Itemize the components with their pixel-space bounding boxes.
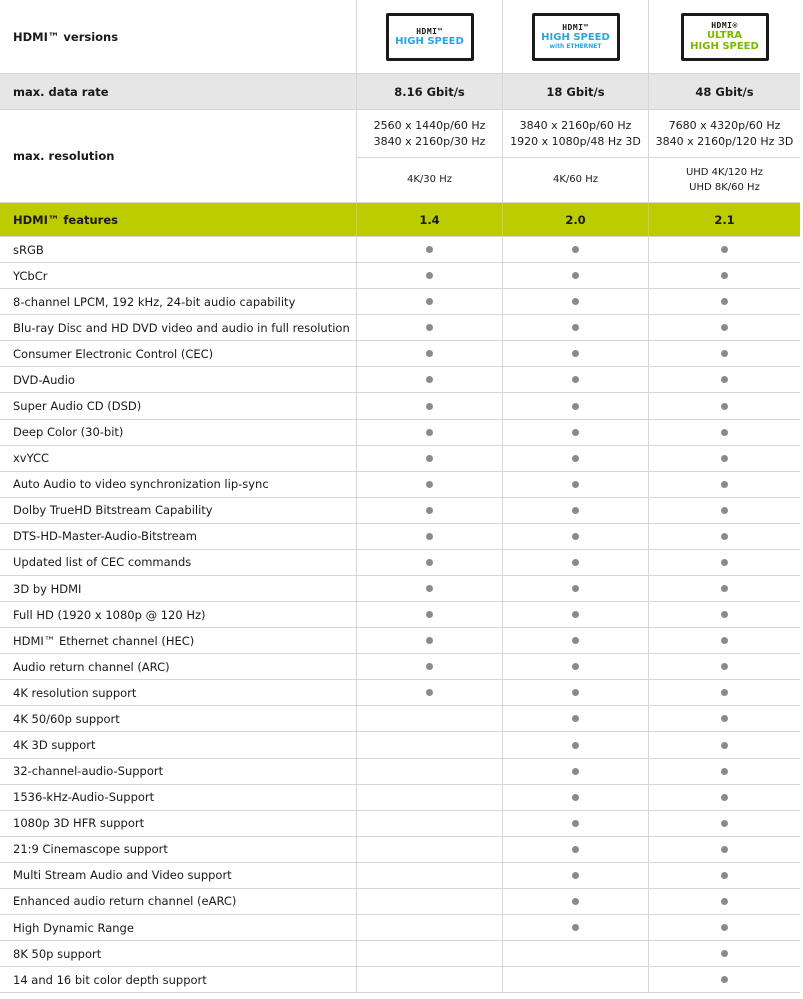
support-cell	[356, 785, 502, 810]
feature-row	[0, 863, 800, 889]
support-cell	[502, 446, 648, 471]
supported-dot-icon	[426, 663, 433, 670]
support-cell	[502, 341, 648, 366]
feature-list	[0, 237, 800, 993]
support-cell	[502, 967, 648, 992]
supported-dot-icon	[721, 768, 728, 775]
support-cell	[648, 550, 800, 575]
support-cell	[356, 472, 502, 497]
logo-cell-1	[356, 0, 502, 73]
support-cell	[502, 550, 648, 575]
support-cell	[356, 237, 502, 262]
support-cell	[648, 706, 800, 731]
support-cell	[356, 863, 502, 888]
supported-dot-icon	[426, 403, 433, 410]
data-rate-value: 48 Gbit/s	[648, 74, 800, 109]
support-cell	[356, 393, 502, 418]
support-cell	[502, 472, 648, 497]
support-cell	[648, 420, 800, 445]
support-cell	[356, 602, 502, 627]
feature-name: Full HD (1920 x 1080p @ 120 Hz)	[13, 607, 206, 622]
versions-label: HDMI™ versions	[13, 29, 119, 44]
feature-row	[0, 837, 800, 863]
support-cell	[502, 941, 648, 966]
supported-dot-icon	[572, 585, 579, 592]
support-cell	[648, 811, 800, 836]
resolution-label: max. resolution	[13, 149, 115, 163]
support-cell	[502, 889, 648, 914]
data-rate-value: 8.16 Gbit/s	[356, 74, 502, 109]
feature-name: Consumer Electronic Control (CEC)	[13, 346, 214, 361]
support-cell	[356, 732, 502, 757]
supported-dot-icon	[721, 455, 728, 462]
supported-dot-icon	[721, 533, 728, 540]
supported-dot-icon	[721, 559, 728, 566]
feature-row	[0, 446, 800, 472]
resolution-bottom-cell: 4K/30 Hz	[356, 158, 502, 202]
support-cell	[502, 315, 648, 340]
support-cell	[502, 915, 648, 940]
feature-row	[0, 550, 800, 576]
supported-dot-icon	[721, 611, 728, 618]
support-cell	[648, 524, 800, 549]
support-cell	[502, 602, 648, 627]
feature-name: 32-channel-audio-Support	[13, 764, 164, 779]
support-cell	[502, 732, 648, 757]
supported-dot-icon	[721, 898, 728, 905]
feature-name: 1080p 3D HFR support	[13, 816, 145, 831]
supported-dot-icon	[426, 481, 433, 488]
supported-dot-icon	[572, 350, 579, 357]
feature-row	[0, 289, 800, 315]
resolution-top-cell: 7680 x 4320p/60 Hz 3840 x 2160p/120 Hz 3D	[648, 110, 800, 157]
supported-dot-icon	[572, 742, 579, 749]
support-cell	[648, 915, 800, 940]
feature-name: Super Audio CD (DSD)	[13, 399, 142, 413]
supported-dot-icon	[426, 507, 433, 514]
support-cell	[356, 680, 502, 705]
supported-dot-icon	[572, 611, 579, 618]
feature-row	[0, 654, 800, 680]
supported-dot-icon	[721, 846, 728, 853]
supported-dot-icon	[426, 611, 433, 618]
resolution-bottom-cell: 4K/60 Hz	[502, 158, 648, 202]
support-cell	[648, 680, 800, 705]
feature-row	[0, 785, 800, 811]
supported-dot-icon	[721, 507, 728, 514]
support-cell	[356, 654, 502, 679]
support-cell	[502, 759, 648, 784]
supported-dot-icon	[572, 272, 579, 279]
support-cell	[502, 863, 648, 888]
supported-dot-icon	[721, 429, 728, 436]
supported-dot-icon	[721, 637, 728, 644]
hdmi-high-speed-ethernet-logo: HDMI™ HIGH SPEED with ETHERNET	[532, 13, 620, 61]
support-cell	[648, 863, 800, 888]
supported-dot-icon	[572, 324, 579, 331]
support-cell	[356, 967, 502, 992]
supported-dot-icon	[721, 715, 728, 722]
version-number: 2.0	[502, 203, 648, 236]
supported-dot-icon	[721, 872, 728, 879]
support-cell	[648, 837, 800, 862]
supported-dot-icon	[426, 324, 433, 331]
support-cell	[502, 576, 648, 601]
feature-row	[0, 393, 800, 419]
supported-dot-icon	[572, 455, 579, 462]
support-cell	[356, 420, 502, 445]
support-cell	[356, 889, 502, 914]
resolution-top-cell: 3840 x 2160p/60 Hz 1920 x 1080p/48 Hz 3D	[502, 110, 648, 157]
supported-dot-icon	[721, 976, 728, 983]
data-rate-label: max. data rate	[13, 84, 109, 99]
supported-dot-icon	[426, 455, 433, 462]
support-cell	[502, 524, 648, 549]
supported-dot-icon	[426, 246, 433, 253]
supported-dot-icon	[721, 689, 728, 696]
support-cell	[648, 341, 800, 366]
supported-dot-icon	[426, 533, 433, 540]
supported-dot-icon	[721, 246, 728, 253]
resolution-top-row	[356, 110, 800, 158]
supported-dot-icon	[572, 246, 579, 253]
support-cell	[502, 628, 648, 653]
feature-name: xvYCC	[13, 451, 50, 466]
supported-dot-icon	[426, 272, 433, 279]
support-cell	[648, 237, 800, 262]
supported-dot-icon	[721, 794, 728, 801]
feature-row	[0, 811, 800, 837]
feature-name: 21:9 Cinemascope support	[13, 842, 168, 857]
supported-dot-icon	[572, 689, 579, 696]
features-label: HDMI™ features	[13, 212, 118, 227]
feature-row	[0, 237, 800, 263]
support-cell	[648, 315, 800, 340]
data-rate-row	[0, 74, 800, 110]
support-cell	[502, 837, 648, 862]
support-cell	[502, 706, 648, 731]
support-cell	[356, 341, 502, 366]
feature-name: HDMI™ Ethernet channel (HEC)	[13, 633, 195, 648]
support-cell	[648, 576, 800, 601]
supported-dot-icon	[721, 924, 728, 931]
supported-dot-icon	[426, 637, 433, 644]
features-header-row	[0, 203, 800, 237]
feature-row	[0, 367, 800, 393]
support-cell	[502, 367, 648, 392]
header-row	[0, 0, 800, 74]
feature-row	[0, 315, 800, 341]
support-cell	[648, 602, 800, 627]
support-cell	[648, 732, 800, 757]
support-cell	[356, 706, 502, 731]
support-cell	[502, 289, 648, 314]
feature-row	[0, 472, 800, 498]
supported-dot-icon	[426, 559, 433, 566]
feature-row	[0, 602, 800, 628]
support-cell	[356, 550, 502, 575]
feature-name: DVD-Audio	[13, 372, 75, 387]
feature-name: 3D by HDMI	[13, 581, 82, 596]
feature-row	[0, 915, 800, 941]
supported-dot-icon	[572, 559, 579, 566]
feature-row	[0, 498, 800, 524]
supported-dot-icon	[572, 403, 579, 410]
support-cell	[502, 237, 648, 262]
support-cell	[648, 759, 800, 784]
supported-dot-icon	[572, 533, 579, 540]
supported-dot-icon	[572, 872, 579, 879]
feature-name: DTS-HD-Master-Audio-Bitstream	[13, 529, 197, 544]
support-cell	[356, 915, 502, 940]
supported-dot-icon	[426, 585, 433, 592]
feature-row	[0, 680, 800, 706]
feature-name: 14 and 16 bit color depth support	[13, 972, 207, 987]
support-cell	[648, 967, 800, 992]
supported-dot-icon	[426, 689, 433, 696]
supported-dot-icon	[721, 376, 728, 383]
feature-row	[0, 263, 800, 289]
supported-dot-icon	[572, 924, 579, 931]
supported-dot-icon	[426, 298, 433, 305]
support-cell	[502, 654, 648, 679]
supported-dot-icon	[721, 298, 728, 305]
logo-cell-2	[502, 0, 648, 73]
supported-dot-icon	[721, 272, 728, 279]
supported-dot-icon	[572, 794, 579, 801]
feature-name: Multi Stream Audio and Video support	[13, 868, 232, 883]
feature-row	[0, 967, 800, 993]
feature-row	[0, 420, 800, 446]
support-cell	[648, 628, 800, 653]
feature-row	[0, 759, 800, 785]
support-cell	[356, 289, 502, 314]
feature-name: Auto Audio to video synchronization lip-sync	[13, 477, 269, 492]
feature-name: YCbCr	[13, 268, 48, 283]
feature-name: Deep Color (30-bit)	[13, 425, 124, 440]
support-cell	[648, 289, 800, 314]
resolution-top-cell: 2560 x 1440p/60 Hz 3840 x 2160p/30 Hz	[356, 110, 502, 157]
support-cell	[502, 811, 648, 836]
supported-dot-icon	[572, 637, 579, 644]
supported-dot-icon	[426, 376, 433, 383]
feature-name: sRGB	[13, 242, 44, 257]
support-cell	[356, 315, 502, 340]
feature-row	[0, 524, 800, 550]
feature-name: 4K resolution support	[13, 685, 137, 700]
supported-dot-icon	[721, 742, 728, 749]
support-cell	[648, 393, 800, 418]
supported-dot-icon	[721, 820, 728, 827]
version-number: 1.4	[356, 203, 502, 236]
supported-dot-icon	[572, 820, 579, 827]
support-cell	[502, 498, 648, 523]
support-cell	[648, 472, 800, 497]
supported-dot-icon	[572, 429, 579, 436]
support-cell	[356, 759, 502, 784]
support-cell	[356, 498, 502, 523]
logo-cell-3	[648, 0, 800, 73]
feature-name: Dolby TrueHD Bitstream Capability	[13, 503, 213, 518]
support-cell	[648, 446, 800, 471]
feature-name: High Dynamic Range	[13, 920, 134, 935]
support-cell	[356, 576, 502, 601]
support-cell	[356, 628, 502, 653]
resolution-bottom-row	[356, 158, 800, 202]
feature-name: 8-channel LPCM, 192 kHz, 24-bit audio capability	[13, 294, 296, 309]
support-cell	[502, 263, 648, 288]
feature-row	[0, 341, 800, 367]
supported-dot-icon	[721, 585, 728, 592]
supported-dot-icon	[572, 481, 579, 488]
support-cell	[356, 524, 502, 549]
supported-dot-icon	[572, 507, 579, 514]
version-number: 2.1	[648, 203, 800, 236]
support-cell	[648, 941, 800, 966]
support-cell	[648, 367, 800, 392]
support-cell	[648, 263, 800, 288]
supported-dot-icon	[721, 950, 728, 957]
hdmi-high-speed-logo: HDMI™ HIGH SPEED	[386, 13, 474, 61]
resolution-values	[356, 110, 800, 202]
feature-row	[0, 628, 800, 654]
feature-row	[0, 889, 800, 915]
feature-name: 4K 50/60p support	[13, 711, 120, 726]
feature-name: 4K 3D support	[13, 738, 96, 753]
supported-dot-icon	[572, 663, 579, 670]
support-cell	[648, 785, 800, 810]
feature-name: Enhanced audio return channel (eARC)	[13, 894, 237, 909]
supported-dot-icon	[721, 481, 728, 488]
supported-dot-icon	[721, 663, 728, 670]
feature-name: Blu-ray Disc and HD DVD video and audio in full resolution	[13, 320, 350, 335]
supported-dot-icon	[721, 403, 728, 410]
support-cell	[356, 811, 502, 836]
supported-dot-icon	[721, 350, 728, 357]
supported-dot-icon	[572, 768, 579, 775]
supported-dot-icon	[426, 429, 433, 436]
supported-dot-icon	[721, 324, 728, 331]
supported-dot-icon	[426, 350, 433, 357]
support-cell	[502, 420, 648, 445]
support-cell	[502, 680, 648, 705]
support-cell	[356, 446, 502, 471]
data-rate-value: 18 Gbit/s	[502, 74, 648, 109]
feature-row	[0, 706, 800, 732]
support-cell	[648, 498, 800, 523]
supported-dot-icon	[572, 376, 579, 383]
support-cell	[356, 367, 502, 392]
feature-row	[0, 941, 800, 967]
resolution-block	[0, 110, 800, 203]
hdmi-ultra-high-speed-logo: HDMI® ULTRA HIGH SPEED	[681, 13, 769, 61]
supported-dot-icon	[572, 846, 579, 853]
supported-dot-icon	[572, 298, 579, 305]
feature-name: Audio return channel (ARC)	[13, 659, 170, 674]
support-cell	[356, 263, 502, 288]
supported-dot-icon	[572, 898, 579, 905]
resolution-bottom-cell: UHD 4K/120 Hz UHD 8K/60 Hz	[648, 158, 800, 202]
support-cell	[648, 889, 800, 914]
support-cell	[648, 654, 800, 679]
support-cell	[356, 941, 502, 966]
support-cell	[502, 393, 648, 418]
support-cell	[356, 837, 502, 862]
feature-row	[0, 576, 800, 602]
feature-row	[0, 732, 800, 758]
feature-name: 1536-kHz-Audio-Support	[13, 790, 155, 805]
feature-name: Updated list of CEC commands	[13, 555, 192, 570]
feature-name: 8K 50p support	[13, 946, 102, 961]
support-cell	[502, 785, 648, 810]
supported-dot-icon	[572, 715, 579, 722]
